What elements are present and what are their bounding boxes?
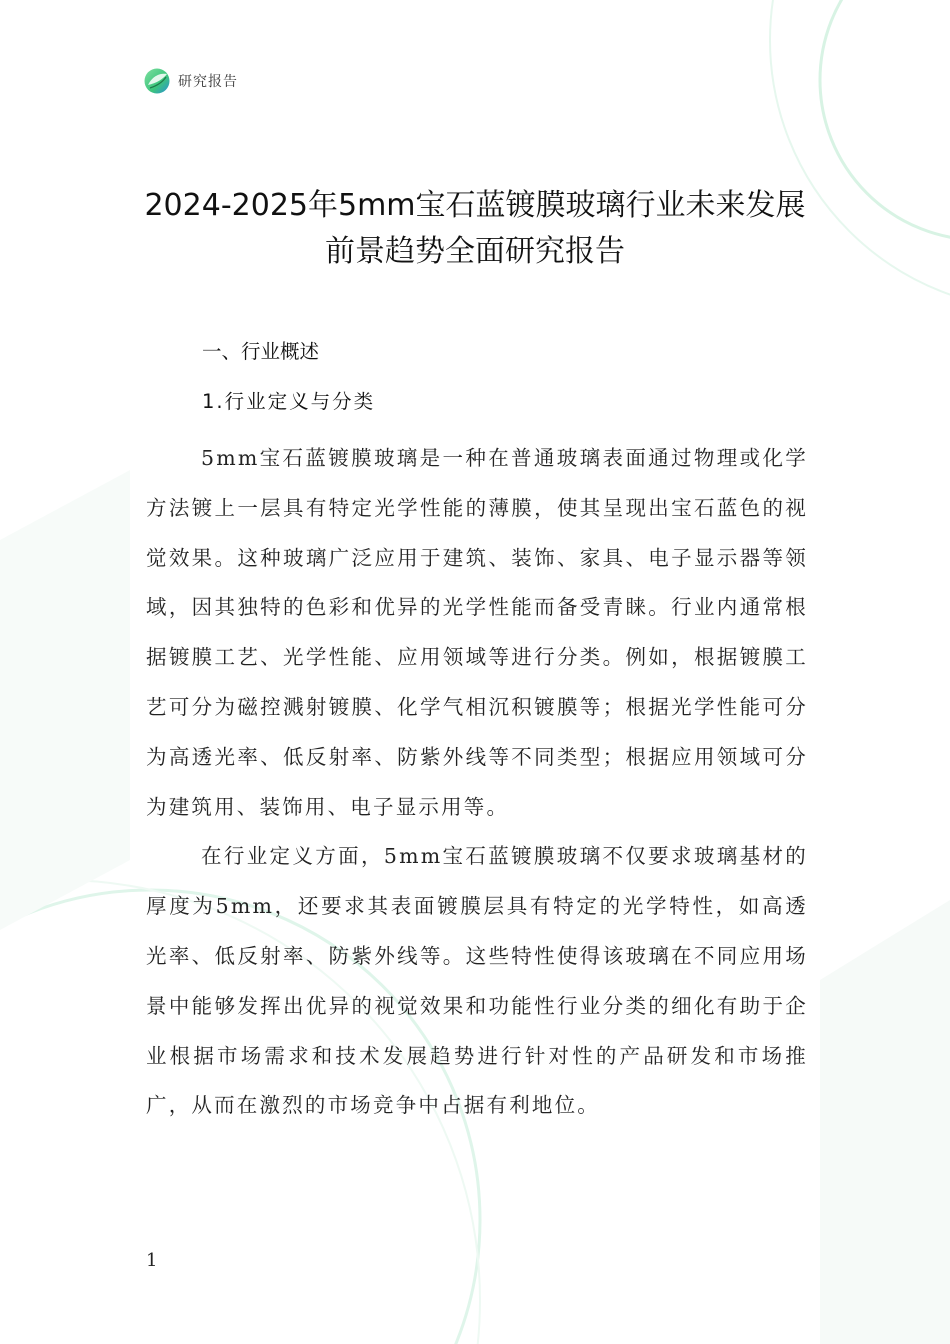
page-number: 1 bbox=[146, 1250, 158, 1271]
leaf-logo-icon bbox=[143, 67, 171, 95]
document-title bbox=[110, 183, 840, 275]
header-label: 研究报告 bbox=[178, 74, 238, 90]
report-header bbox=[143, 66, 238, 96]
body-paragraph-1: 5mm宝石蓝镀膜玻璃是一种在普通玻璃表面通过物理或化学方法镀上一层具有特定光学性能的薄膜，使其呈现出宝石蓝色的视觉效果。这种玻璃广泛应用于建筑、装饰、家具、电子显示器等领域，因其独特的色彩和优异的光学性能而备受青睐。行业内通常根据镀膜工艺、光学性能、应用领域等进行分类。例如，根据镀膜工艺可分为磁控溅射镀膜、化学气相沉积镀膜等；根据光学性能可分为高透光率、低反射率、防紫外线等不同类型；根据应用领域可分为建筑用、装饰用、电子显示用等。 bbox=[146, 446, 808, 819]
subsection-heading: 1.行业定义与分类 bbox=[202, 390, 376, 413]
body-paragraph-2: 在行业定义方面，5mm宝石蓝镀膜玻璃不仅要求玻璃基材的厚度为5mm，还要求其表面镀膜层具有特定的光学特性，如高透光率、低反射率、防紫外线等。这些特性使得该玻璃在不同应用场景中能够发挥出优异的视觉效果和功能性行业分类的细化有助于企业根据市场需求和技术发展趋势进行针对性的产品研发和市场推广，从而在激烈的市场竞争中占据有利地位。 bbox=[146, 844, 808, 1118]
section-heading: 一、行业概述 bbox=[202, 340, 320, 363]
title-line-2: 前景趋势全面研究报告 bbox=[325, 234, 625, 269]
title-line-1: 2024-2025年5mm宝石蓝镀膜玻璃行业未来发展 bbox=[144, 188, 806, 223]
document-body bbox=[146, 334, 808, 1131]
